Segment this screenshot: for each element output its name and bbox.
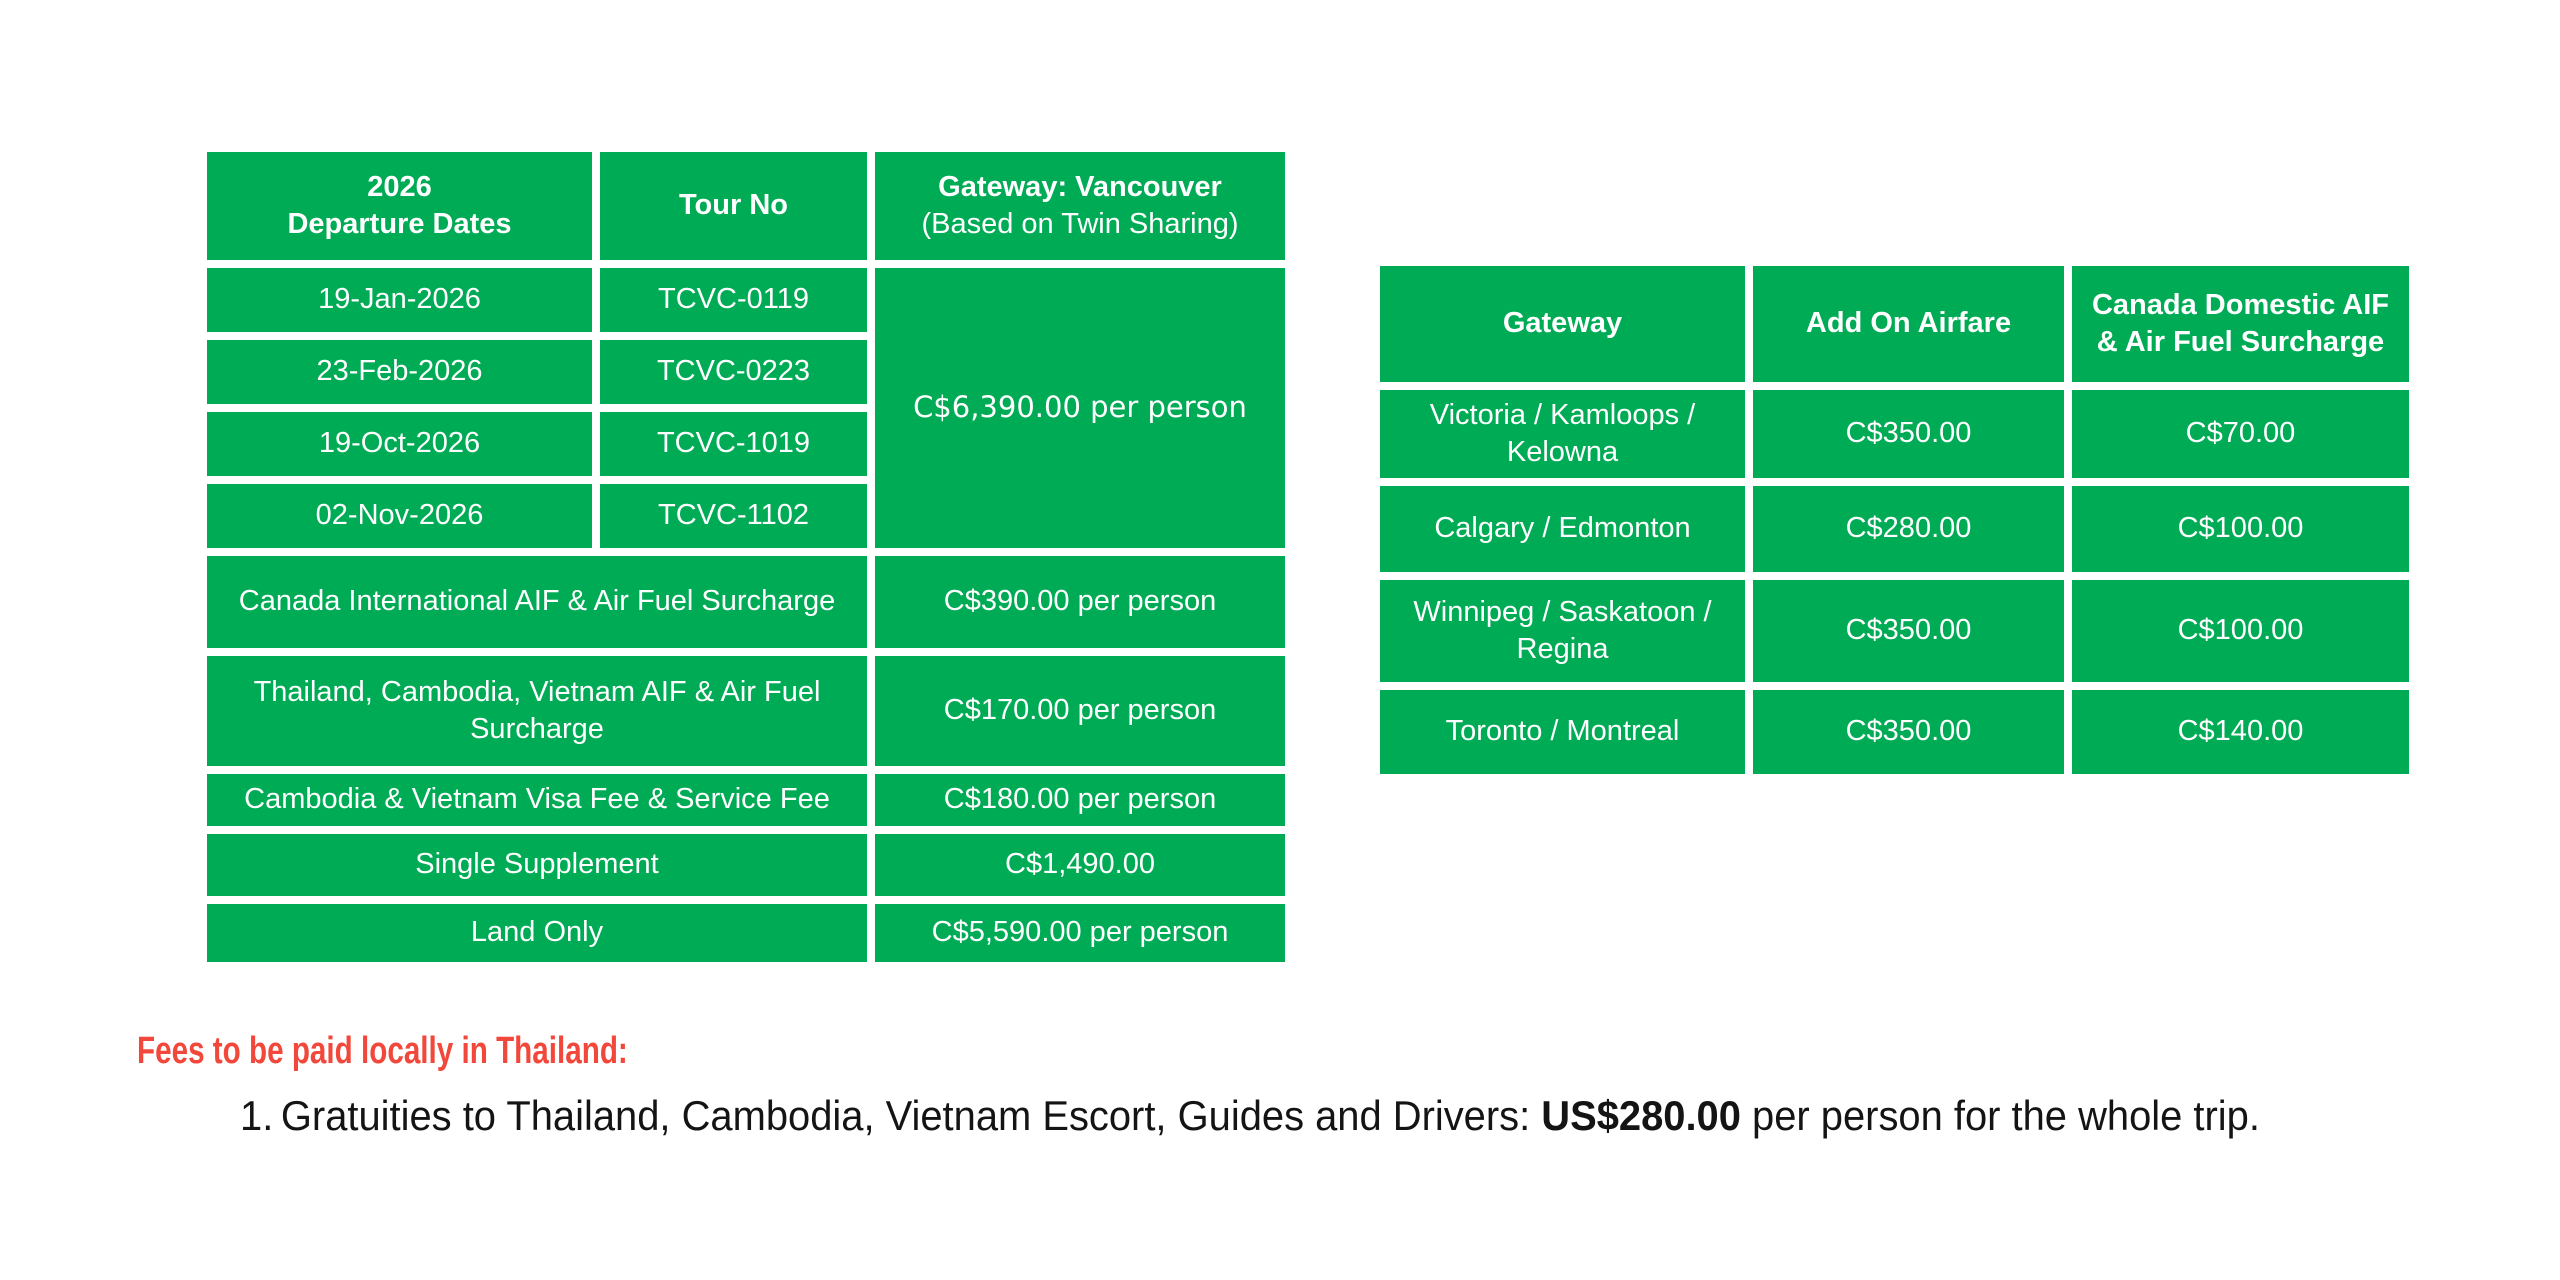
fee-label-cell: Land Only [207, 904, 867, 962]
fee-label-cell: Thailand, Cambodia, Vietnam AIF & Air Fuel Surcharge [207, 656, 867, 766]
header-gateway-vancouver-title: Gateway: Vancouver [938, 170, 1222, 203]
header-gateway-vancouver-subtitle: (Based on Twin Sharing) [921, 208, 1239, 240]
fee-value-cell: C$390.00 per person [875, 556, 1285, 648]
fee-label-cell: Cambodia & Vietnam Visa Fee & Service Fee [207, 774, 867, 826]
departure-row [207, 268, 1285, 332]
gateway-addon-table [1372, 258, 2417, 782]
gratuities-text-after: per person for the whole trip. [1740, 1092, 2260, 1139]
header-domestic-aif [2072, 266, 2409, 382]
departure-date-cell: 23-Feb-2026 [207, 340, 592, 404]
gratuities-list-item [240, 1092, 2260, 1140]
gateway-row [1380, 390, 2409, 478]
fee-value-cell: C$1,490.00 [875, 834, 1285, 896]
fee-row [207, 656, 1285, 766]
tour-no-cell: TCVC-0119 [600, 268, 867, 332]
header-gateway-vancouver [875, 152, 1285, 260]
gateway-row [1380, 690, 2409, 774]
header-departure-dates [207, 152, 592, 260]
fee-label-cell: Canada International AIF & Air Fuel Surcharge [207, 556, 867, 648]
airfare-cell: C$350.00 [1753, 580, 2064, 682]
domestic-aif-cell: C$140.00 [2072, 690, 2409, 774]
fee-label-cell: Single Supplement [207, 834, 867, 896]
fee-value-cell: C$180.00 per person [875, 774, 1285, 826]
departure-price-cell: C$6,390.00 per person [875, 268, 1285, 548]
tour-no-cell: TCVC-0223 [600, 340, 867, 404]
header-tour-no: Tour No [600, 152, 867, 260]
domestic-aif-cell: C$100.00 [2072, 486, 2409, 572]
tour-no-cell: TCVC-1102 [600, 484, 867, 548]
header-departure-dates-label: Departure Dates [287, 208, 512, 240]
domestic-aif-cell: C$70.00 [2072, 390, 2409, 478]
fee-value-cell: C$170.00 per person [875, 656, 1285, 766]
right-table-header-row [1380, 266, 2409, 382]
vancouver-pricing-table [199, 144, 1293, 970]
header-gateway: Gateway [1380, 266, 1745, 382]
gratuities-amount: US$280.00 [1541, 1092, 1741, 1139]
airfare-cell: C$350.00 [1753, 390, 2064, 478]
gateway-cell: Winnipeg / Saskatoon / Regina [1380, 580, 1745, 682]
fee-row [207, 834, 1285, 896]
gateway-cell: Victoria / Kamloops / Kelowna [1380, 390, 1745, 478]
fee-row [207, 774, 1285, 826]
gateway-cell: Calgary / Edmonton [1380, 486, 1745, 572]
departure-date-cell: 19-Jan-2026 [207, 268, 592, 332]
header-add-on-airfare: Add On Airfare [1753, 266, 2064, 382]
header-domestic-aif-line2: & Air Fuel Surcharge [2096, 326, 2385, 358]
departure-date-cell: 19-Oct-2026 [207, 412, 592, 476]
fee-row [207, 904, 1285, 962]
gateway-cell: Toronto / Montreal [1380, 690, 1745, 774]
header-domestic-aif-line1: Canada Domestic AIF [2091, 288, 2390, 321]
fee-value-cell: C$5,590.00 per person [875, 904, 1285, 962]
left-table-header-row [207, 152, 1285, 260]
domestic-aif-cell: C$100.00 [2072, 580, 2409, 682]
airfare-cell: C$350.00 [1753, 690, 2064, 774]
departure-date-cell: 02-Nov-2026 [207, 484, 592, 548]
airfare-cell: C$280.00 [1753, 486, 2064, 572]
gateway-row [1380, 580, 2409, 682]
gateway-row [1380, 486, 2409, 572]
header-departure-dates-year: 2026 [367, 170, 432, 203]
gratuities-text-before: Gratuities to Thailand, Cambodia, Vietnam Escort, Guides and Drivers: [280, 1092, 1542, 1139]
tour-no-cell: TCVC-1019 [600, 412, 867, 476]
fee-row [207, 556, 1285, 648]
list-number: 1. [240, 1092, 274, 1139]
local-fees-heading: Fees to be paid locally in Thailand: [137, 1030, 628, 1072]
